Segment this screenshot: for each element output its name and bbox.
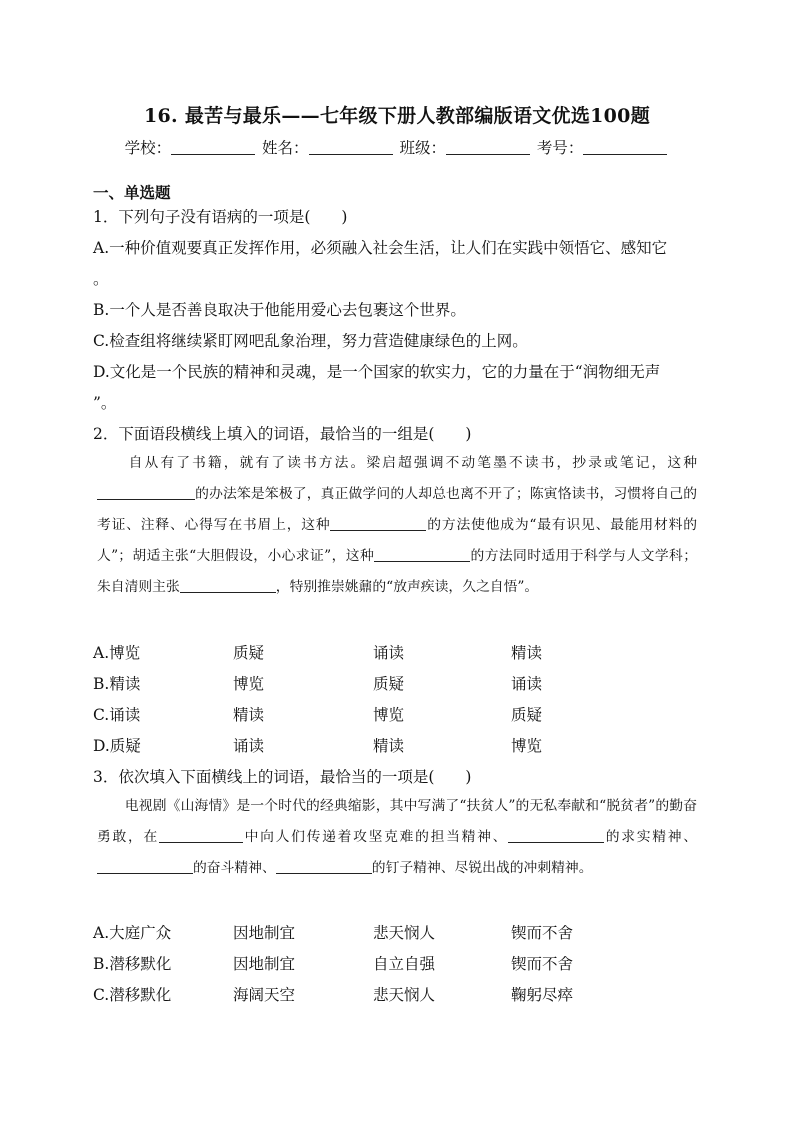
q3-passage: [97, 791, 697, 884]
q2-option-a-word-3: 诵读: [373, 644, 405, 662]
q3-option-b-word-2: 因地制宜: [233, 955, 296, 973]
school-label: 学校：: [124, 139, 172, 157]
number-label: 考号：: [536, 139, 584, 157]
q2-option-a: A.博览: [93, 644, 141, 662]
class-blank[interactable]: [446, 139, 530, 155]
class-label: 班级：: [399, 139, 446, 157]
q1-option-c: C.检查组将继续紧盯网吧乱象治理，努力营造健康绿色的上网。: [93, 332, 528, 350]
q2-passage: [97, 448, 697, 603]
q2-option-c-word-2: 精读: [233, 706, 265, 724]
q3-option-b-word-3: 自立自强: [373, 955, 436, 973]
q2-option-c-word-4: 质疑: [511, 706, 543, 724]
q3-option-a: A.大庭广众: [93, 924, 172, 942]
q2-blank-4[interactable]: [180, 578, 276, 593]
q3-option-c-word-3: 悲天悯人: [373, 986, 436, 1004]
q3-stem: 3．依次填入下面横线上的词语，最恰当的一项是( ): [93, 768, 472, 786]
q3-passage-text: 中向人们传递着攻坚克难的担当精神、: [242, 829, 509, 845]
q2-passage-text: ，特别推崇姚鼐的“放声疾读，久之自悟”。: [275, 579, 539, 595]
q2-option-a-word-4: 精读: [511, 644, 543, 662]
section-heading: 一、单选题: [93, 183, 171, 202]
q3-passage-text: 的求实精神、: [604, 829, 698, 845]
q2-blank-1[interactable]: [97, 485, 195, 500]
name-label: 姓名：: [262, 139, 309, 157]
q2-option-b: B.精读: [93, 675, 141, 693]
q3-option-c: C.潜移默化: [93, 986, 172, 1004]
q1-option-a-cont: 。: [93, 270, 109, 288]
number-blank[interactable]: [583, 139, 667, 155]
q3-blank-3[interactable]: [97, 859, 193, 874]
q3-option-b: B.潜移默化: [93, 955, 172, 973]
q2-option-b-word-2: 博览: [233, 675, 265, 693]
q1-option-d: D.文化是一个民族的精神和灵魂，是一个国家的软实力，它的力量在于“润物细无声: [93, 363, 661, 381]
q3-passage-text: 的钉子精神、尽锐出战的冲刺精神。: [371, 860, 593, 876]
student-info-line: [0, 136, 794, 158]
q2-blank-3[interactable]: [374, 547, 470, 562]
q3-option-a-word-2: 因地制宜: [233, 924, 296, 942]
school-blank[interactable]: [171, 139, 255, 155]
page-title: 16. 最苦与最乐——七年级下册人教部编版语文优选100题: [143, 105, 651, 127]
q3-option-a-word-3: 悲天悯人: [373, 924, 436, 942]
q2-option-d-word-4: 博览: [511, 737, 543, 755]
name-blank[interactable]: [309, 139, 393, 155]
q2-option-b-word-3: 质疑: [373, 675, 405, 693]
q1-option-d-cont: ”。: [93, 394, 117, 412]
q2-passage-text: 的办法笨是笨极了，真正做学问的人却总也离不开了；陈寅恪读书，习惯将自己的考证、注释、心得写在书眉上，这种: [97, 486, 697, 533]
q2-option-a-word-2: 质疑: [233, 644, 265, 662]
q3-option-c-word-4: 鞠躬尽瘁: [511, 986, 574, 1004]
q3-blank-2[interactable]: [508, 828, 604, 843]
q3-option-c-word-2: 海阔天空: [233, 986, 296, 1004]
q2-passage-text: 的方法同时适用于科学与人文学科；朱自清则主张: [97, 548, 697, 595]
q2-passage-text: 的方法使他成为“最有识见、最能用材料的人”；胡适主张“大胆假设，小心求证”，这种: [97, 517, 697, 564]
q3-passage-text: 电视剧《山海情》是一个时代的经典缩影，其中写满了“扶贫人”的无私奉献和“脱贫者”的勤奋勇敢，在: [97, 798, 697, 845]
q1-option-b: B.一个人是否善良取决于他能用爱心去包裹这个世界。: [93, 301, 466, 319]
q2-stem: 2．下面语段横线上填入的词语，最恰当的一组是( ): [93, 425, 472, 443]
q2-option-d-word-2: 诵读: [233, 737, 265, 755]
q2-option-b-word-4: 诵读: [511, 675, 543, 693]
q1-option-a: A.一种价值观要真正发挥作用，必须融入社会生活，让人们在实践中领悟它、感知它: [93, 239, 668, 257]
q1-stem: 1．下列句子没有语病的一项是( ): [93, 208, 348, 226]
q2-option-c-word-3: 博览: [373, 706, 405, 724]
q2-blank-2[interactable]: [330, 516, 426, 531]
q2-passage-text: 自从有了书籍，就有了读书方法。梁启超强调不动笔墨不读书，抄录或笔记，这种: [97, 455, 697, 471]
q3-blank-4[interactable]: [276, 859, 372, 874]
q2-option-d-word-3: 精读: [373, 737, 405, 755]
q3-option-b-word-4: 锲而不舍: [511, 955, 574, 973]
q3-blank-1[interactable]: [159, 828, 243, 843]
q2-option-c: C.诵读: [93, 706, 141, 724]
q3-option-a-word-4: 锲而不舍: [511, 924, 574, 942]
q3-passage-text: 的奋斗精神、: [193, 860, 276, 876]
q2-option-d: D.质疑: [93, 737, 141, 755]
